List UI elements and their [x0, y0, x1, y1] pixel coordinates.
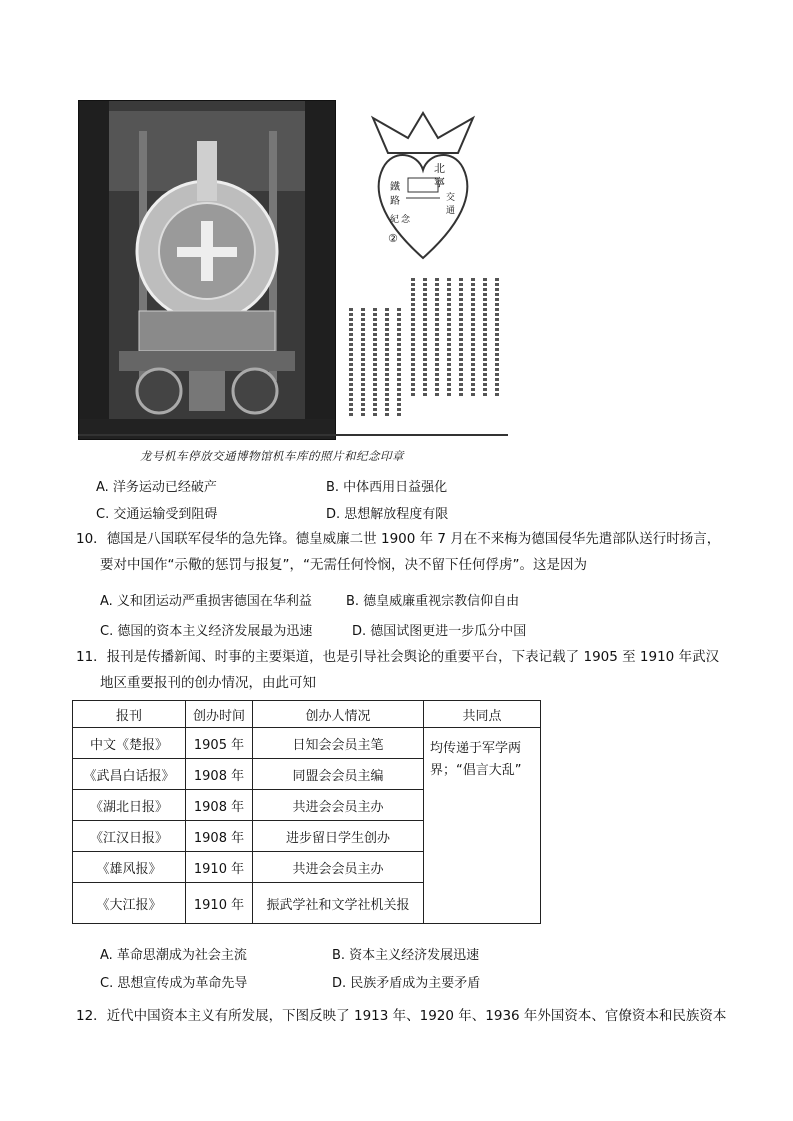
table-cell: 《雄风报》: [73, 852, 186, 883]
table-cell: 共进会会员主办: [253, 852, 424, 883]
q12-number: 12．: [76, 1008, 107, 1024]
figure-baseline: [78, 434, 508, 436]
q11-number: 11．: [76, 649, 107, 665]
q10-line1: 德国是八国联军侵华的急先锋。德皇威廉二世 1900 年 7 月在不来梅为德国侵华先遣部队送行时扬言，: [106, 531, 721, 547]
q10-line2: 要对中国作“示儆的惩罚与报复”，“无需任何怜悯，决不留下任何俘虏”。这是因为: [100, 557, 587, 573]
table-cell: 进步留日学生创办: [253, 821, 424, 852]
q9-option-b[interactable]: B. 中体西用日益强化: [326, 480, 448, 495]
q12-stem: [76, 1003, 726, 1029]
locomotive-photo: [78, 100, 336, 440]
table-cell: 1908 年: [186, 790, 253, 821]
table-header: 报刊: [73, 701, 186, 728]
table-header: 创办时间: [186, 701, 253, 728]
commemorative-seal: [368, 108, 478, 268]
q9-option-d[interactable]: D. 思想解放程度有限: [326, 507, 449, 522]
seal-shape-icon: [368, 108, 478, 268]
q10-option-a[interactable]: A. 义和团运动严重损害德国在华利益: [100, 594, 312, 609]
locomotive-illustration: [79, 101, 335, 439]
q9-option-a[interactable]: A. 洋务运动已经破产: [96, 480, 217, 495]
table-cell: 《大江报》: [73, 883, 186, 924]
seal-char: 紀: [390, 215, 400, 225]
table-header: 共同点: [424, 701, 541, 728]
q10-option-b[interactable]: B. 德皇威廉重视宗教信仰自由: [346, 594, 520, 609]
table-cell: 1908 年: [186, 759, 253, 790]
table-cell: 《湖北日报》: [73, 790, 186, 821]
table-cell: 日知会会员主笔: [253, 728, 424, 759]
table-cell: 1910 年: [186, 883, 253, 924]
seal-char: 路: [390, 196, 400, 207]
seal-char: 北: [434, 162, 445, 175]
table-header-row: [73, 701, 541, 728]
q11-line1: 报刊是传播新闻、时事的主要渠道，也是引导社会舆论的重要平台，下表记载了 1905 至 1910 年武汉: [106, 649, 720, 665]
table-row: [73, 728, 541, 759]
newspaper-table: [72, 700, 541, 924]
table-cell: 《武昌白话报》: [73, 759, 186, 790]
seal-char: 念: [401, 215, 411, 225]
table-cell: 1905 年: [186, 728, 253, 759]
seal-char: 交: [446, 193, 456, 203]
q11-option-b[interactable]: B. 资本主义经济发展迅速: [332, 948, 480, 963]
table-cell: 《江汉日报》: [73, 821, 186, 852]
table-cell: 同盟会会员主编: [253, 759, 424, 790]
table-cell: 中文《楚报》: [73, 728, 186, 759]
seal-char: 鐵: [390, 182, 400, 193]
q10-option-d[interactable]: D. 德国试图更进一步瓜分中国: [352, 624, 527, 639]
q11-option-c[interactable]: C. 思想宣传成为革命先导: [100, 976, 248, 991]
q11-line2: 地区重要报刊的创办情况，由此可知: [100, 675, 316, 691]
seal-number: ②: [388, 232, 398, 245]
q12-line1: 近代中国资本主义有所发展，下图反映了 1913 年、1920 年、1936 年外国资本、官僚资本和民族资本: [106, 1008, 727, 1024]
seal-char: 寧: [434, 176, 445, 189]
q10-option-c[interactable]: C. 德国的资本主义经济发展最为迅速: [100, 624, 313, 639]
table-cell: 共进会会员主办: [253, 790, 424, 821]
seal-char: 通: [446, 206, 456, 216]
seal-text-block: [343, 278, 508, 428]
q10-stem: [76, 526, 720, 552]
table-common-cell: 均传递于军学两界；“倡言大乱”: [424, 728, 541, 924]
q11-option-d[interactable]: D. 民族矛盾成为主要矛盾: [332, 976, 481, 991]
q9-option-c[interactable]: C. 交通运输受到阻碍: [96, 507, 218, 522]
figure-caption: 龙号机车停放交通博物馆机车库的照片和纪念印章: [140, 449, 404, 463]
table-cell: 振武学社和文学社机关报: [253, 883, 424, 924]
q11-stem: [76, 644, 719, 670]
figure-block: [78, 100, 508, 438]
table-cell: 1908 年: [186, 821, 253, 852]
q11-option-a[interactable]: A. 革命思潮成为社会主流: [100, 948, 247, 963]
vertical-text-lines: [343, 278, 508, 428]
table-header: 创办人情况: [253, 701, 424, 728]
q10-number: 10．: [76, 531, 107, 547]
table-cell: 1910 年: [186, 852, 253, 883]
